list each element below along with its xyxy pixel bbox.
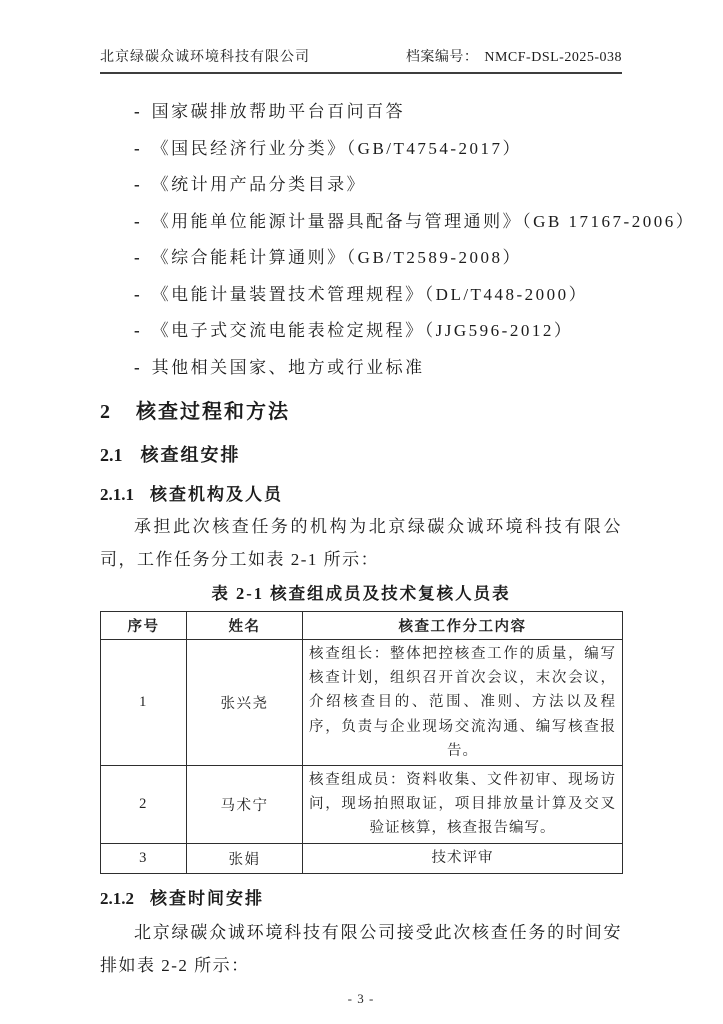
page-header — [100, 0, 622, 74]
cell-no: 3 — [101, 843, 187, 873]
list-item-text: 《统计用产品分类目录》 — [151, 175, 367, 194]
list-item — [100, 277, 622, 314]
column-header-name: 姓名 — [187, 612, 303, 640]
table-row — [101, 640, 623, 766]
cell-name: 张娟 — [187, 843, 303, 873]
list-item-text: 《电能计量装置技术管理规程》（DL/T448-2000） — [151, 284, 589, 304]
table-row — [101, 766, 623, 844]
file-number-label: 档案编号： — [405, 50, 479, 65]
list-item-text: 《电子式交流电能表检定规程》（JJG596-2012） — [151, 321, 574, 340]
page-number: - 3 - — [347, 990, 375, 1006]
list-item — [100, 204, 696, 241]
cell-no: 2 — [101, 766, 187, 844]
list-item-text: 《国民经济行业分类》（GB/T4754-2017） — [151, 138, 523, 158]
column-header-job: 核查工作分工内容 — [303, 612, 623, 640]
verification-team-table — [100, 611, 623, 874]
list-item-text: 其他相关国家、地方或行业标准 — [151, 357, 425, 377]
dash-marker: - — [134, 248, 140, 267]
list-item-text: 国家碳排放帮助平台百问百答 — [151, 102, 406, 121]
cell-name: 张兴尧 — [187, 640, 303, 766]
list-item — [100, 240, 622, 277]
section-heading-2-1 — [100, 442, 622, 468]
section-title: 核查机构及人员 — [150, 485, 283, 504]
list-item — [100, 167, 622, 204]
list-item — [100, 94, 622, 131]
paragraph-schedule: 北京绿碳众诚环境科技有限公司接受此次核查任务的时间安排如表 2-2 所示： — [100, 922, 622, 975]
cell-no: 1 — [101, 640, 187, 766]
dash-marker: - — [134, 211, 140, 231]
section-title: 核查过程和方法 — [136, 401, 290, 423]
file-number-value: NMCF-DSL-2025-038 — [484, 50, 622, 65]
section-title: 核查时间安排 — [150, 888, 264, 908]
column-header-no: 序号 — [101, 612, 187, 640]
paragraph-organization: 承担此次核查任务的机构为北京绿碳众诚环境科技有限公司，工作任务分工如表 2-1 所示： — [100, 517, 622, 569]
cell-job-content: 核查组成员：资料收集、文件初审、现场访问，现场拍照取证，项目排放量计算及交叉验证核算，核查报告编写。 — [303, 766, 623, 844]
cell-job-content: 技术评审 — [303, 843, 623, 873]
list-item — [100, 350, 622, 387]
header-file-number — [406, 46, 622, 66]
section-number: 2.1.1 — [100, 485, 134, 504]
list-item-text: 《用能单位能源计量器具配备与管理通则》（GB 17167-2006） — [151, 211, 696, 231]
header-company-name: 北京绿碳众诚环境科技有限公司 — [100, 50, 310, 65]
section-title: 核查组安排 — [140, 445, 241, 465]
dash-marker: - — [134, 138, 140, 158]
section-number: 2.1.2 — [100, 888, 134, 908]
cell-job-content: 核查组长：整体把控核查工作的质量，编写核查计划，组织召开首次会议，末次会议，介绍核查目的、范围、准则、方法以及程序，负责与企业现场交流沟通、编写核查报告。 — [303, 640, 623, 766]
list-item — [100, 131, 622, 168]
dash-marker: - — [134, 102, 140, 121]
table-header-row — [101, 612, 623, 640]
list-item-text: 《综合能耗计算通则》（GB/T2589-2008） — [151, 248, 523, 267]
section-number: 2 — [100, 401, 110, 423]
dash-marker: - — [134, 357, 140, 377]
section-heading-2-1-2 — [100, 886, 622, 911]
table-caption: 表 2-1 核查组成员及技术复核人员表 — [211, 584, 511, 603]
reference-list — [100, 94, 696, 386]
list-item — [100, 313, 622, 350]
cell-name: 马术宁 — [187, 766, 303, 844]
section-heading-2-1-1 — [100, 482, 622, 507]
dash-marker: - — [134, 284, 140, 304]
section-number: 2.1 — [100, 445, 123, 465]
dash-marker: - — [134, 321, 140, 340]
table-row — [101, 843, 623, 873]
section-heading-2 — [100, 398, 622, 426]
dash-marker: - — [134, 175, 140, 194]
